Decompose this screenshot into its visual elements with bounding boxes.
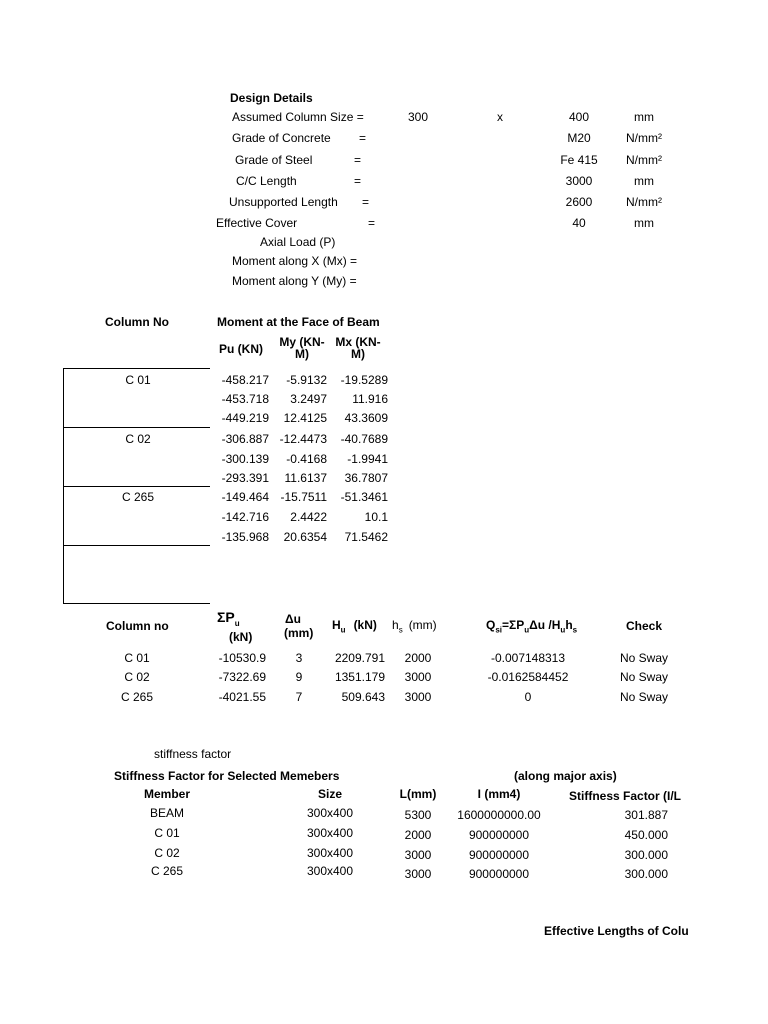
sum-pu-unit: (kN) (229, 630, 253, 644)
table-cell: -142.716 (221, 510, 269, 524)
sway-row-column: C 02 (124, 670, 150, 684)
table-cell: -135.968 (221, 530, 269, 544)
sway-row-sum-pu: -10530.9 (218, 651, 266, 665)
table-cell: -149.464 (221, 490, 269, 504)
stiffness-row-size: 300x400 (306, 806, 354, 820)
row-divider (63, 545, 210, 546)
table-cell: -40.7689 (340, 432, 388, 446)
stiffness-row-member: C 02 (154, 846, 180, 860)
moment-face-of-beam-header: Moment at the Face of Beam (217, 315, 380, 329)
table-cell: -19.5289 (340, 373, 388, 387)
grade-of-steel-unit: N/mm² (626, 153, 662, 167)
table-cell: -293.391 (221, 471, 269, 485)
table-cell: 36.7807 (344, 471, 388, 485)
row-divider (63, 368, 210, 369)
sway-row-q: -0.0162584452 (487, 670, 569, 684)
grade-of-steel-value: Fe 415 (560, 153, 598, 167)
group-name-c02: C 02 (125, 432, 151, 446)
stiffness-row-length: 5300 (404, 808, 432, 822)
delta-u-unit: (mm) (284, 626, 314, 640)
effective-cover-equals: = (368, 216, 376, 230)
hs-header: $h_s$ (mm) (392, 618, 437, 635)
stiffness-note: stiffness factor (154, 747, 232, 761)
stiffness-row-member: BEAM (149, 806, 185, 820)
effective-cover-value: 40 (572, 216, 586, 230)
inertia-header: I (mm4) (477, 787, 521, 801)
table-cell: -306.887 (221, 432, 269, 446)
row-divider (63, 603, 210, 604)
sway-row-sum-pu: -7322.69 (218, 670, 266, 684)
table-cell: -15.7511 (280, 490, 327, 504)
sway-row-column: C 265 (120, 690, 154, 704)
table-cell: 3.2497 (290, 392, 327, 406)
table-cell: -12.4473 (279, 432, 327, 446)
sway-row-hu: 509.643 (341, 690, 385, 704)
sway-row-q: 0 (524, 690, 532, 704)
stiffness-row-factor: 450.000 (624, 828, 668, 842)
delta-u-header: Δu (285, 612, 301, 626)
sway-row-check: No Sway (620, 651, 669, 665)
table-cell: 11.6137 (284, 471, 327, 485)
cc-length-label: C/C Length (236, 174, 297, 188)
stability-index-header: $Q_{si}=\Sigma P_u\Delta u$ $/H_uh_s$ (486, 618, 578, 635)
assumed-column-size-label: Assumed Column Size = (232, 110, 364, 124)
size-header: Size (317, 787, 343, 801)
major-axis-note: (along major axis) (514, 769, 617, 783)
sway-row-column: C 01 (124, 651, 150, 665)
cc-length-value: 3000 (565, 174, 593, 188)
sway-column-no-header: Column no (106, 619, 169, 633)
sway-row-delta-u: 9 (295, 670, 303, 684)
stiffness-factor-header: Stiffness Factor (I/L (569, 789, 682, 803)
design-details-heading: Design Details (230, 91, 313, 105)
sway-row-check: No Sway (620, 670, 669, 684)
grade-of-concrete-equals: = (359, 131, 367, 145)
table-cell: -51.3461 (340, 490, 388, 504)
stiffness-row-size: 300x400 (306, 846, 354, 860)
stiffness-row-inertia: 900000000 (468, 828, 530, 842)
hu-header: $H_u$ (kN) (332, 618, 377, 635)
sway-row-hs: 2000 (404, 651, 432, 665)
unsupported-length-equals: = (362, 195, 370, 209)
grade-of-concrete-unit: N/mm² (626, 131, 662, 145)
column-size-x: x (497, 110, 503, 124)
table-cell: -453.718 (221, 392, 269, 406)
table-cell: -0.4168 (286, 452, 327, 466)
stiffness-row-inertia: 900000000 (468, 867, 530, 881)
row-divider (63, 427, 210, 428)
stiffness-row-size: 300x400 (306, 826, 354, 840)
sway-row-check: No Sway (620, 690, 669, 704)
grade-of-concrete-label: Grade of Concrete (232, 131, 331, 145)
column-no-header: Column No (105, 315, 169, 329)
column-size-width: 300 (407, 110, 429, 124)
grade-of-steel-equals: = (354, 153, 362, 167)
table-cell: -300.139 (221, 452, 269, 466)
column-size-unit: mm (634, 110, 654, 124)
table-cell: -449.219 (221, 411, 269, 425)
table-cell: 12.4125 (283, 411, 327, 425)
stiffness-row-length: 3000 (404, 867, 432, 881)
stiffness-row-factor: 300.000 (624, 848, 668, 862)
sway-row-hu: 1351.179 (334, 670, 385, 684)
stiffness-row-length: 2000 (404, 828, 432, 842)
unsupported-length-unit: N/mm² (626, 195, 662, 209)
sway-row-delta-u: 3 (295, 651, 303, 665)
table-cell: 20.6354 (283, 530, 327, 544)
sway-row-hs: 3000 (404, 670, 432, 684)
my-header: My (KN-M) (279, 335, 325, 361)
sway-row-hs: 3000 (404, 690, 432, 704)
length-header: L(mm) (399, 787, 437, 801)
effective-lengths-heading: Effective Lengths of Colu (544, 924, 689, 938)
stiffness-row-member: C 265 (150, 864, 184, 878)
check-header: Check (625, 619, 663, 633)
stiffness-row-member: C 01 (154, 826, 180, 840)
stiffness-row-factor: 300.000 (624, 867, 668, 881)
stiffness-title: Stiffness Factor for Selected Memebers (114, 769, 340, 783)
sway-row-hu: 2209.791 (334, 651, 385, 665)
cc-length-equals: = (354, 174, 362, 188)
member-header: Member (143, 787, 191, 801)
table-cell: 2.4422 (290, 510, 327, 524)
stiffness-row-length: 3000 (404, 848, 432, 862)
stiffness-row-inertia: 900000000 (468, 848, 530, 862)
effective-cover-label: Effective Cover (216, 216, 298, 230)
stiffness-row-factor: 301.887 (624, 808, 668, 822)
grade-of-concrete-value: M20 (567, 131, 591, 145)
row-divider (63, 486, 210, 487)
stiffness-row-inertia: 1600000000.00 (457, 808, 541, 822)
stiffness-row-size: 300x400 (306, 864, 354, 878)
column-size-depth: 400 (568, 110, 590, 124)
group-name-c265: C 265 (121, 490, 155, 504)
unsupported-length-label: Unsupported Length (229, 195, 338, 209)
table-cell: -458.217 (221, 373, 269, 387)
sum-pu-header: $\Sigma P_u$ (217, 609, 240, 628)
cc-length-unit: mm (634, 174, 654, 188)
moment-y-label: Moment along Y (My) = (232, 274, 357, 288)
table-cell: 11.916 (352, 392, 388, 406)
grade-of-steel-label: Grade of Steel (235, 153, 313, 167)
pu-header: Pu (KN) (219, 342, 263, 356)
sway-row-delta-u: 7 (295, 690, 303, 704)
effective-cover-unit: mm (634, 216, 654, 230)
table-cell: -1.9941 (347, 452, 388, 466)
sway-row-sum-pu: -4021.55 (218, 690, 266, 704)
table-cell: -5.9132 (286, 373, 327, 387)
unsupported-length-value: 2600 (565, 195, 593, 209)
sway-row-q: -0.007148313 (490, 651, 566, 665)
table-cell: 71.5462 (344, 530, 388, 544)
table-cell: 43.3609 (344, 411, 388, 425)
table-cell: 10.1 (364, 510, 388, 524)
group-name-c01: C 01 (125, 373, 151, 387)
mx-header: Mx (KN-M) (335, 335, 381, 361)
axial-load-label: Axial Load (P) (260, 235, 336, 249)
moment-x-label: Moment along X (Mx) = (232, 254, 358, 268)
